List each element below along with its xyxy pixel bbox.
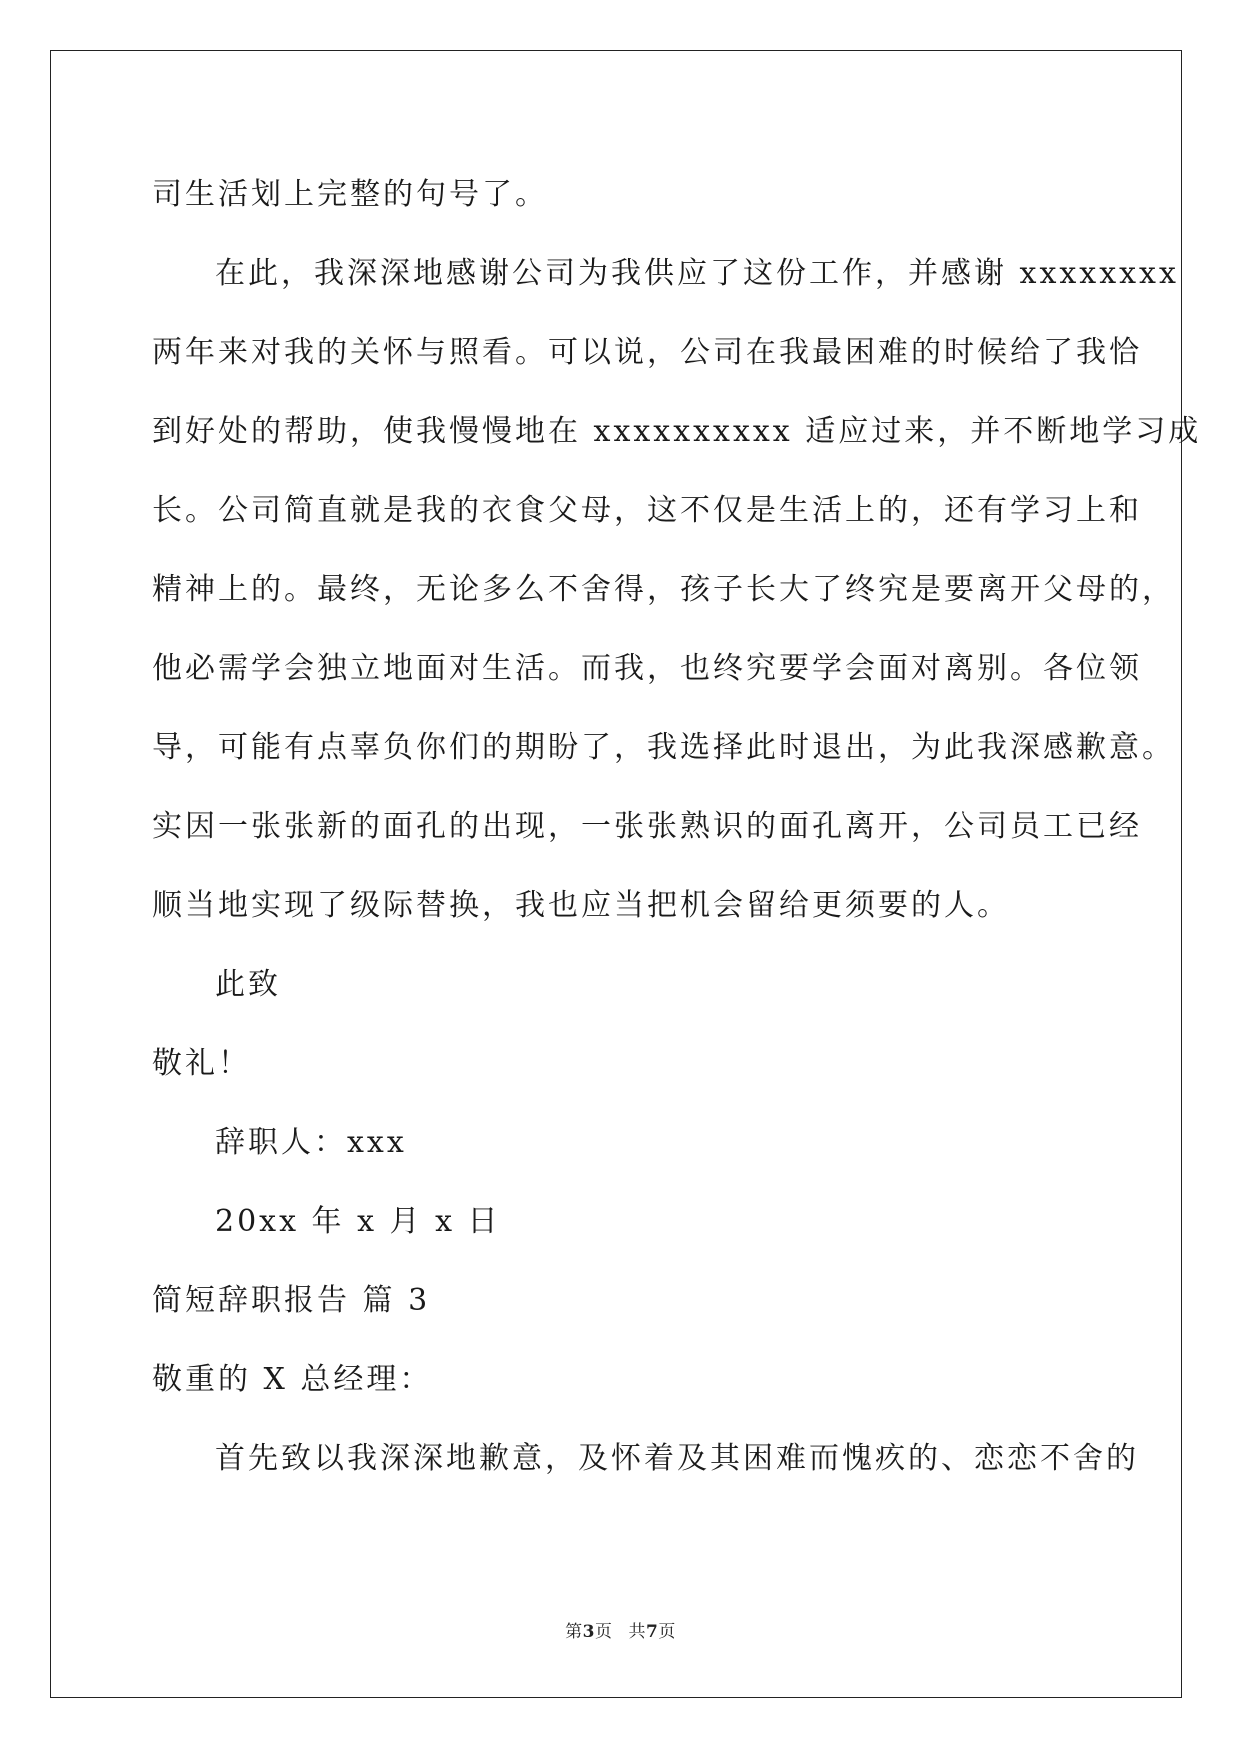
date-line: 20xx 年 x 月 x 日: [215, 1204, 501, 1239]
current-page-number: 3: [582, 1622, 595, 1642]
total-prefix: 共: [628, 1622, 646, 1642]
text-line: 他必需学会独立地面对生活。而我，也终究要学会面对离别。各位领: [152, 651, 1142, 686]
text-line: 在此，我深深地感谢公司为我供应了这份工作，并感谢 xxxxxxxx: [215, 256, 1179, 291]
text-line: 顺当地实现了级际替换，我也应当把机会留给更须要的人。: [152, 888, 1010, 923]
closing-salutation: 此致: [215, 967, 281, 1002]
text-line: 导，可能有点辜负你们的期盼了，我选择此时退出，为此我深感歉意。: [152, 730, 1175, 765]
letter-greeting: 敬重的 X 总经理：: [152, 1362, 433, 1397]
text-line: 实因一张张新的面孔的出现，一张张熟识的面孔离开，公司员工已经: [152, 809, 1142, 844]
page-suffix: 页: [595, 1622, 613, 1642]
text-line: 首先致以我深深地歉意，及怀着及其困难而愧疚的、恋恋不舍的: [215, 1441, 1139, 1476]
text-line: 精神上的。最终，无论多么不舍得，孩子长大了终究是要离开父母的，: [152, 572, 1175, 607]
section-heading: 简短辞职报告 篇 3: [152, 1283, 431, 1318]
text-line: 长。公司简直就是我的衣食父母，这不仅是生活上的，还有学习上和: [152, 493, 1142, 528]
total-suffix: 页: [658, 1622, 676, 1642]
text-line: 司生活划上完整的句号了。: [152, 177, 548, 212]
text-line: 两年来对我的关怀与照看。可以说，公司在我最困难的时候给了我恰: [152, 335, 1142, 370]
signature-line: 辞职人：xxx: [215, 1125, 407, 1160]
document-body: [152, 155, 1202, 1498]
page-prefix: 第: [565, 1622, 583, 1642]
text-line: 到好处的帮助，使我慢慢地在 xxxxxxxxxx 适应过来，并不断地学习成: [152, 414, 1202, 449]
page-footer: [0, 1617, 1241, 1642]
total-page-number: 7: [646, 1622, 659, 1642]
closing-regards: 敬礼！: [152, 1046, 251, 1081]
